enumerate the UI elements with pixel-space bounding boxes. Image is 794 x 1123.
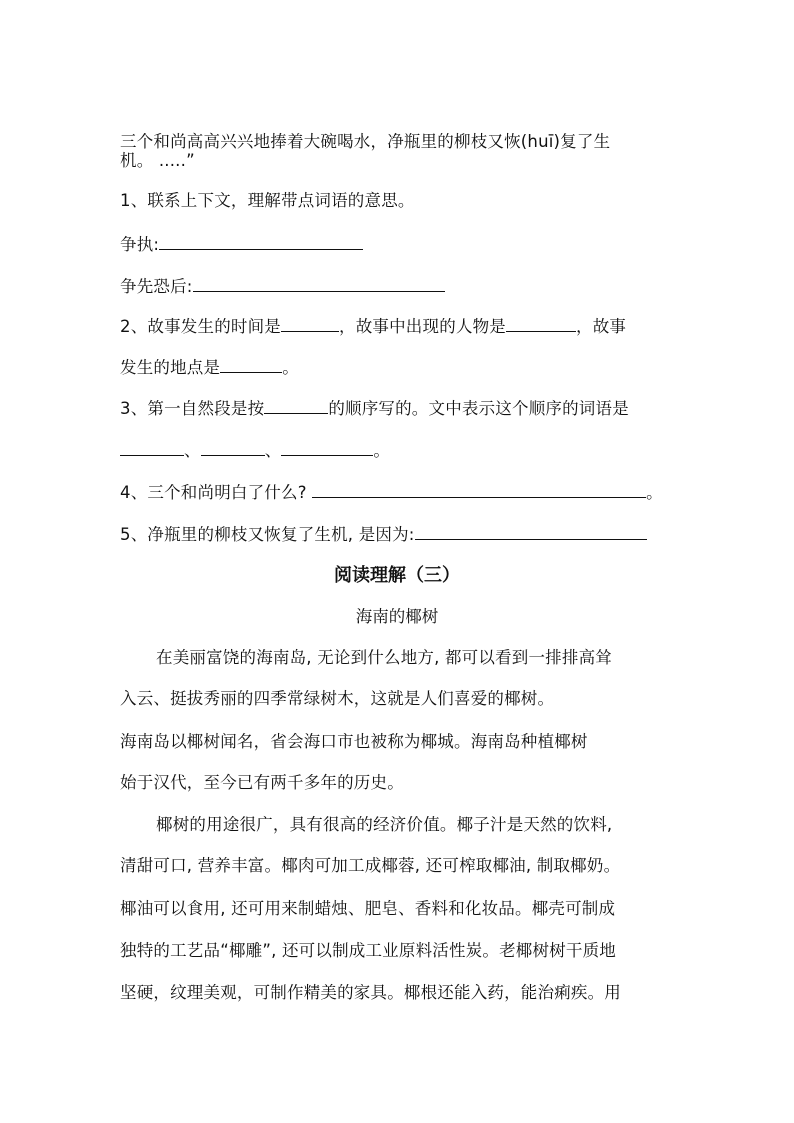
answer-blank-order[interactable] bbox=[264, 399, 328, 414]
passage-paragraph-1-line-2: 入云、挺拔秀丽的四季常绿树木，这就是人们喜爱的椰树。 bbox=[120, 689, 555, 708]
passage-paragraph-3-line-1: 椰树的用途很广，具有很高的经济价值。椰子汁是天然的饮料, bbox=[156, 815, 613, 834]
question-2-part-5: 。 bbox=[282, 358, 299, 377]
intro-line-2: 机。 .....” bbox=[120, 151, 195, 170]
answer-blank-characters[interactable] bbox=[506, 317, 576, 332]
question-1: 1、联系上下文，理解带点词语的意思。 bbox=[120, 191, 415, 210]
question-1b-label: 争先恐后: bbox=[120, 277, 193, 296]
question-2-part-3: ，故事 bbox=[576, 317, 627, 336]
answer-blank-zhengxiankonghou[interactable] bbox=[193, 277, 445, 292]
passage-paragraph-3-line-3: 椰油可以食用, 还可用来制蜡烛、肥皂、香料和化妆品。椰壳可制成 bbox=[120, 899, 616, 918]
answer-blank-reason[interactable] bbox=[415, 525, 647, 540]
question-3-sep-1: 、 bbox=[184, 441, 201, 460]
answer-blank-order-word-1[interactable] bbox=[120, 441, 184, 456]
question-2-part-4: 发生的地点是 bbox=[120, 358, 221, 377]
answer-blank-order-word-3[interactable] bbox=[281, 441, 373, 456]
answer-blank-understanding[interactable] bbox=[312, 483, 646, 498]
answer-blank-zhengzhi[interactable] bbox=[159, 235, 363, 250]
answer-blank-place[interactable] bbox=[220, 358, 282, 373]
passage-title: 海南的椰树 bbox=[355, 607, 439, 626]
question-5-text: 5、净瓶里的柳枝又恢复了生机, 是因为: bbox=[120, 525, 415, 544]
question-4-text: 4、三个和尚明白了什么? bbox=[120, 483, 313, 502]
passage-paragraph-3-line-5: 坚硬，纹理美观，可制作精美的家具。椰根还能入药，能治痢疾。用 bbox=[120, 983, 621, 1002]
question-3-part-1: 3、第一自然段是按 bbox=[120, 399, 265, 418]
question-2-part-2: ，故事中出现的人物是 bbox=[339, 317, 506, 336]
question-1a bbox=[120, 234, 363, 256]
question-2-line-2 bbox=[120, 357, 299, 379]
question-1b bbox=[120, 276, 445, 298]
question-5 bbox=[120, 524, 647, 546]
passage-paragraph-1-line-1: 在美丽富饶的海南岛, 无论到什么地方, 都可以看到一排排高耸 bbox=[156, 648, 612, 667]
question-3-line-2 bbox=[120, 440, 390, 462]
intro-line-1: 三个和尚高高兴兴地捧着大碗喝水，净瓶里的柳枝又恢(huī)复了生 bbox=[120, 132, 611, 151]
question-1a-label: 争执: bbox=[120, 235, 160, 254]
question-3-part-2: 的顺序写的。文中表示这个顺序的词语是 bbox=[328, 399, 629, 418]
question-3-line-1 bbox=[120, 398, 629, 420]
question-2-line-1 bbox=[120, 316, 626, 338]
section-title: 阅读理解（三） bbox=[334, 565, 460, 586]
answer-blank-order-word-2[interactable] bbox=[201, 441, 265, 456]
passage-paragraph-3-line-4: 独特的工艺品“椰雕”, 还可以制成工业原料活性炭。老椰树树干质地 bbox=[120, 941, 616, 960]
question-4-end: 。 bbox=[646, 483, 663, 502]
question-3-end: 。 bbox=[373, 441, 391, 460]
passage-paragraph-3-line-2: 清甜可口, 营养丰富。椰肉可加工成椰蓉, 还可榨取椰油, 制取椰奶。 bbox=[120, 856, 621, 875]
passage-paragraph-2-line-1: 海南岛以椰树闻名，省会海口市也被称为椰城。海南岛种植椰树 bbox=[120, 732, 588, 751]
answer-blank-time[interactable] bbox=[281, 317, 339, 332]
question-4 bbox=[120, 482, 663, 504]
passage-paragraph-2-line-2: 始于汉代，至今已有两千多年的历史。 bbox=[120, 773, 404, 792]
question-2-part-1: 2、故事发生的时间是 bbox=[120, 317, 281, 336]
question-3-sep-2: 、 bbox=[264, 441, 282, 460]
